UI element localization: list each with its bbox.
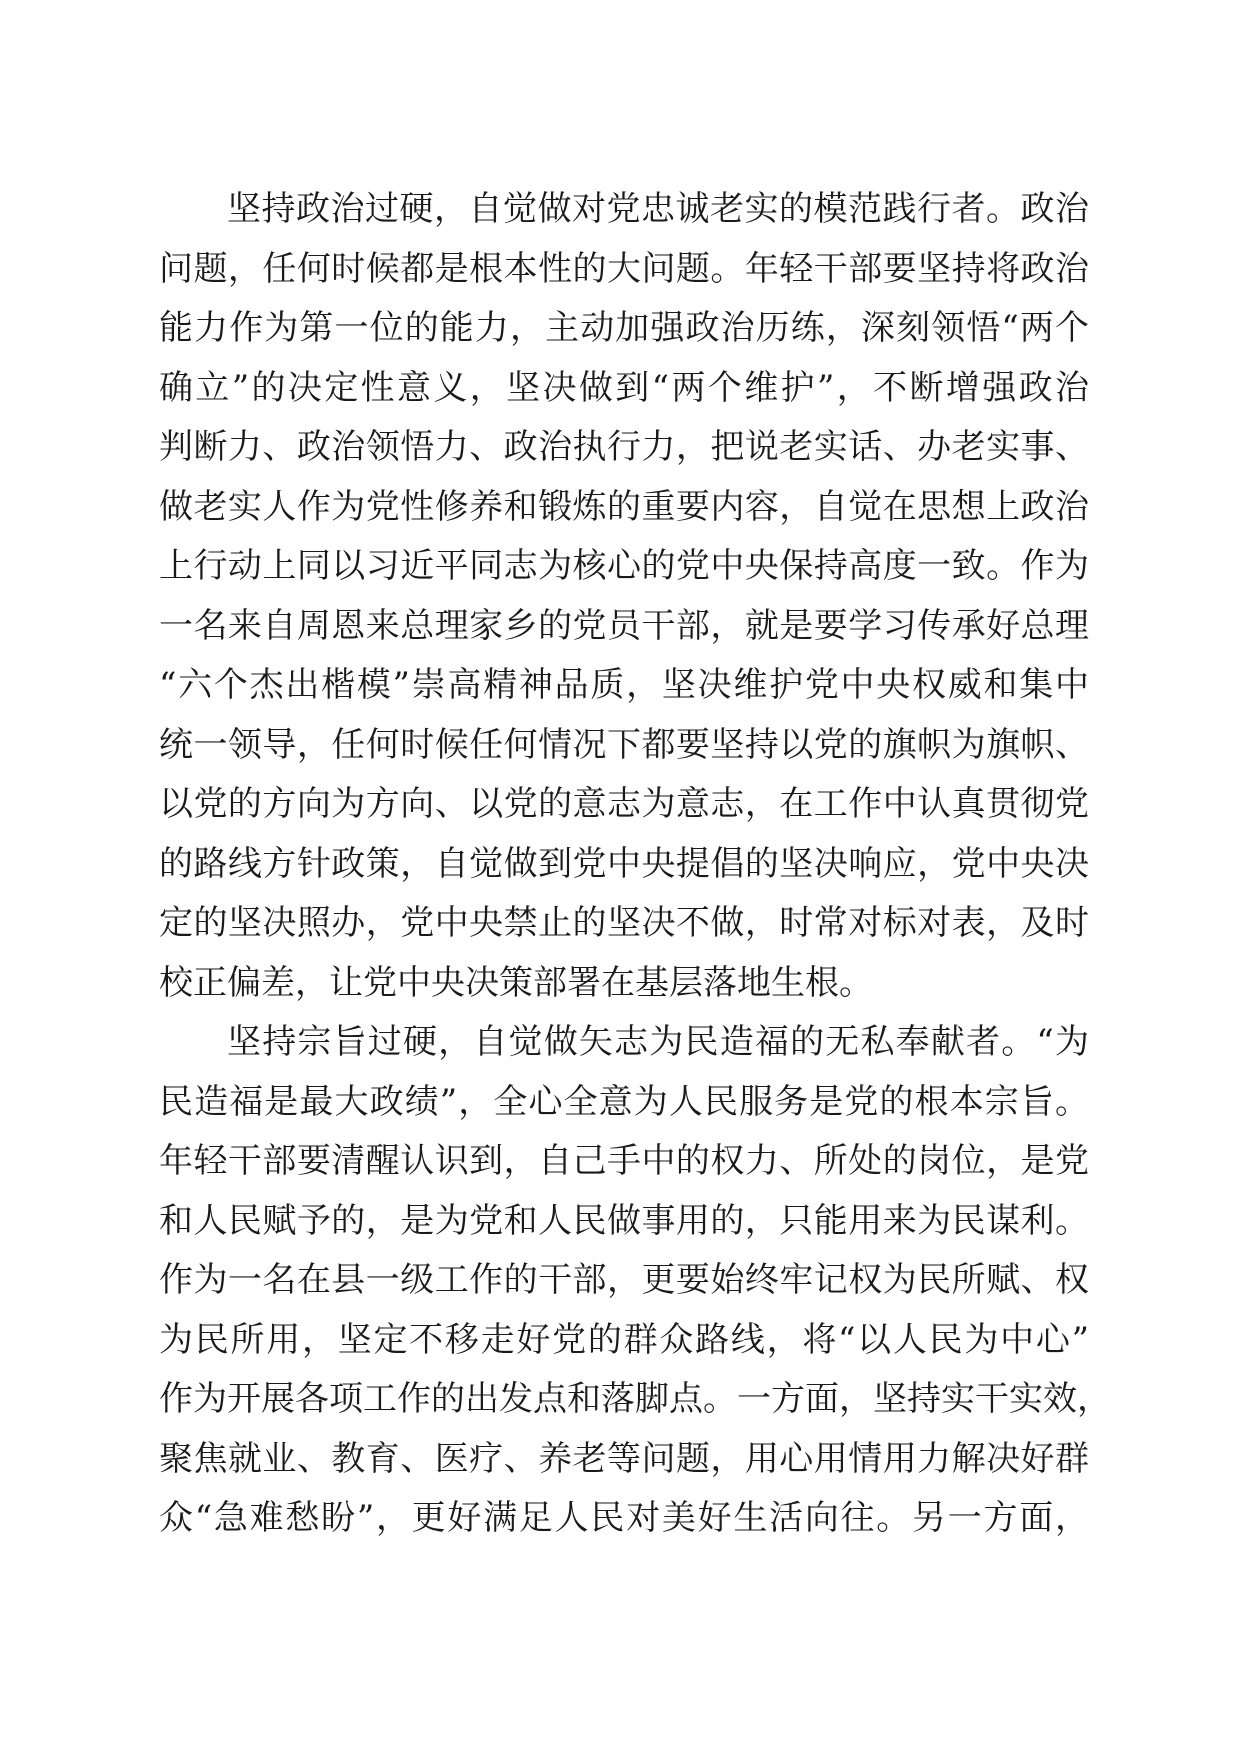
- text-line: 做老实人作为党性修养和锻炼的重要内容，自觉在思想上政治: [159, 486, 1089, 527]
- text-line: 众“急难愁盼”，更好满足人民对美好生活向往。另一方面，: [159, 1498, 1089, 1538]
- text-line: 聚焦就业、教育、医疗、养老等问题，用心用情用力解决好群: [159, 1438, 1089, 1479]
- text-line: 校正偏差，让党中央决策部署在基层落地生根。: [159, 962, 873, 1003]
- text-line: 问题，任何时候都是根本性的大问题。年轻干部要坚持将政治: [159, 248, 1089, 289]
- text-line: 和人民赋予的，是为党和人民做事用的，只能用来为民谋利。: [159, 1200, 1089, 1241]
- text-line: 坚持宗旨过硬，自觉做矢志为民造福的无私奉献者。“为: [227, 1022, 1089, 1062]
- paragraph-purpose: [159, 1013, 1111, 1549]
- document-body: [159, 180, 1111, 1549]
- text-line: 年轻干部要清醒认识到，自己手中的权力、所处的岗位，是党: [159, 1141, 1089, 1181]
- paragraph-political: [159, 180, 1089, 1013]
- text-line: 的路线方针政策，自觉做到党中央提倡的坚决响应，党中央决: [159, 843, 1089, 884]
- text-line: 统一领导，任何时候任何情况下都要坚持以党的旗帜为旗帜、: [159, 724, 1089, 765]
- text-line: 为民所用，坚定不移走好党的群众路线，将“以人民为中心”: [159, 1319, 1089, 1360]
- text-line: 能力作为第一位的能力，主动加强政治历练，深刻领悟“两个: [159, 308, 1089, 348]
- text-line: 以党的方向为方向、以党的意志为意志，在工作中认真贯彻党: [159, 784, 1089, 824]
- text-line: “六个杰出楷模”崇高精神品质，坚决维护党中央权威和集中: [159, 665, 1089, 705]
- text-line: 判断力、政治领悟力、政治执行力，把说老实话、办老实事、: [159, 427, 1089, 467]
- text-line: 作为一名在县一级工作的干部，更要始终牢记权为民所赋、权: [159, 1260, 1089, 1300]
- text-line: 确立”的决定性意义，坚决做到“两个维护”，不断增强政治: [159, 367, 1089, 408]
- text-line: 坚持政治过硬，自觉做对党忠诚老实的模范践行者。政治: [227, 189, 1089, 229]
- text-line: 上行动上同以习近平同志为核心的党中央保持高度一致。作为: [159, 546, 1089, 586]
- text-line: 作为开展各项工作的出发点和落脚点。一方面，坚持实干实效，: [159, 1379, 1111, 1419]
- text-line: 一名来自周恩来总理家乡的党员干部，就是要学习传承好总理: [159, 605, 1089, 646]
- text-line: 定的坚决照办，党中央禁止的坚决不做，时常对标对表，及时: [159, 903, 1089, 943]
- text-line: 民造福是最大政绩”，全心全意为人民服务是党的根本宗旨。: [159, 1081, 1089, 1122]
